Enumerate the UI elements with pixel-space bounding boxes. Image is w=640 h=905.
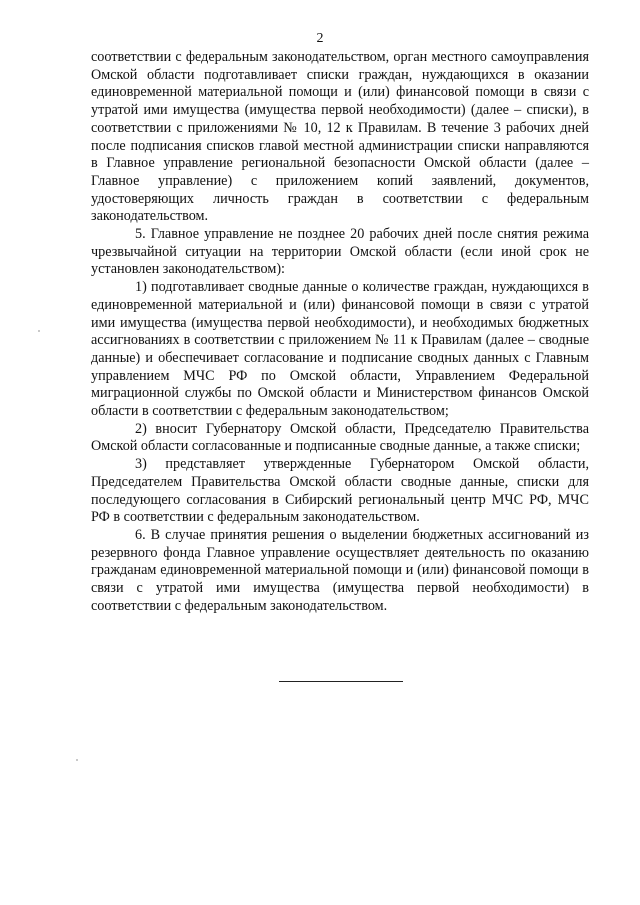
paragraph-continuation: соответствии с федеральным законодательством, орган местного самоуправления Омской области подготавливает списки граждан, нуждающихся в оказании единовременной материальной помощи и (или) финансовой помощи в связи с утратой ими имущества (имущества первой необходимости) (далее – списки), в соответствии с приложениями № 10, 12 к Правилам. В течение 3 рабочих дней после подписания списков главой местной администрации списки направляются в Главное управление региональной безопасности Омской области (далее – Главное управление) с приложением копий заявлений, документов, удостоверяющих личность граждан в соответствии с федеральным законодательством. xyxy=(91,49,589,225)
end-of-text-rule xyxy=(279,681,403,682)
document-body xyxy=(91,49,589,616)
paragraph-subitem-2: 2) вносит Губернатору Омской области, Председателю Правительства Омской области согласованные и подписанные сводные данные, а также списки; xyxy=(91,420,589,455)
page-number: 2 xyxy=(316,31,324,46)
paragraph-subitem-1: 1) подготавливает сводные данные о количестве граждан, нуждающихся в единовременной материальной и (или) финансовой помощи в связи с утратой ими имущества (имущества первой необходимости), и необходимых бюджетных ассигнованиях в соответствии с приложением № 11 к Правилам (далее – сводные данные) и обеспечивает согласование и подписание сводных данных с Главным управлением МЧС РФ по Омской области, Управлением Федеральной миграционной службы по Омской области и Министерством финансов Омской области в соответствии с федеральным законодательством; xyxy=(91,279,589,420)
paragraph-item-6: 6. В случае принятия решения о выделении бюджетных ассигнований из резервного фонда Главное управление осуществляет деятельность по оказанию гражданам единовременной материальной помощи и (или) финансовой помощи в связи с утратой ими имущества (имущества первой необходимости) в соответствии с федеральным законодательством. xyxy=(91,526,589,614)
scan-artifact-dot xyxy=(76,759,78,761)
paragraph-subitem-3: 3) представляет утвержденные Губернатором Омской области, Председателем Правительства Омской области сводные данные, списки для последующего согласования в Сибирский региональный центр МЧС РФ, МЧС РФ в соответствии с федеральным законодательством. xyxy=(91,456,589,526)
scan-artifact-dot xyxy=(38,330,40,332)
paragraph-item-5: 5. Главное управление не позднее 20 рабочих дней после снятия режима чрезвычайной ситуации на территории Омской области (если иной срок не установлен законодательством): xyxy=(91,226,589,278)
